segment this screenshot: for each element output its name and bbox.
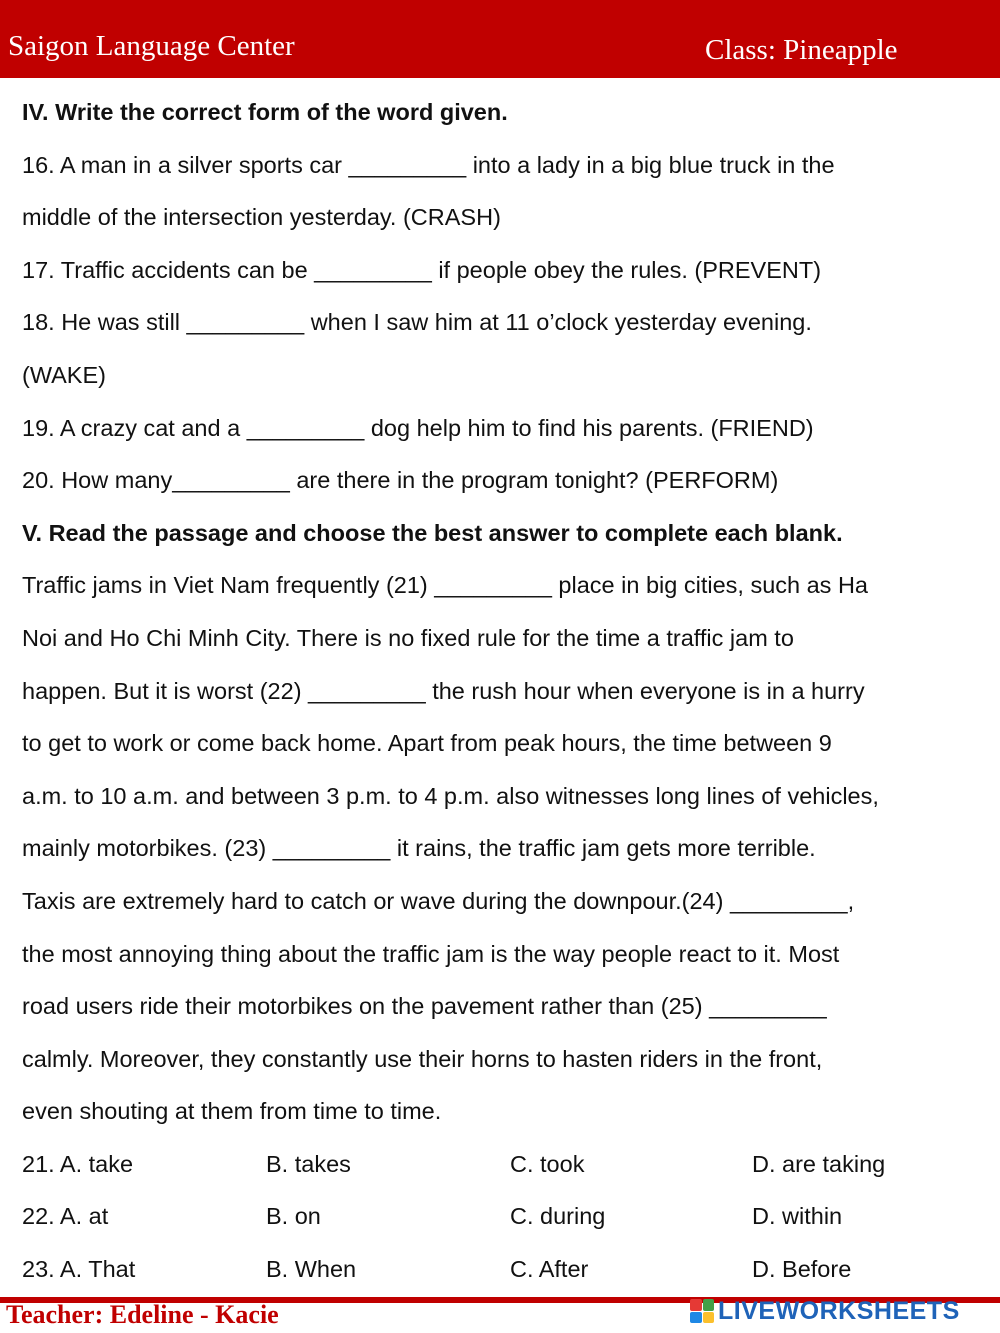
options-row-21 xyxy=(22,1138,994,1191)
question-line: middle of the intersection yesterday. (CRASH) xyxy=(22,204,501,231)
option-c: C. After xyxy=(510,1256,589,1283)
logo-tile xyxy=(703,1299,715,1311)
question-line: (WAKE) xyxy=(22,361,106,388)
passage-line: calmly. Moreover, they constantly use their horns to hasten riders in the front, xyxy=(22,1045,823,1072)
option-a: 21. A. take xyxy=(22,1150,134,1177)
liveworksheets-icon xyxy=(690,1299,714,1323)
passage-line: Traffic jams in Viet Nam frequently (21) _________ place in big cities, such as Ha xyxy=(22,572,868,599)
teacher-name: Teacher: Edeline - Kacie xyxy=(6,1300,279,1329)
passage-line: even shouting at them from time to time. xyxy=(22,1098,442,1125)
question-line: 19. A crazy cat and a _________ dog help him to find his parents. (FRIEND) xyxy=(22,414,814,441)
options-row-22 xyxy=(22,1190,994,1243)
option-d: D. Before xyxy=(752,1256,852,1283)
option-d: D. are taking xyxy=(752,1150,886,1177)
option-c: C. during xyxy=(510,1203,606,1230)
option-b: B. When xyxy=(266,1256,357,1283)
option-b: B. takes xyxy=(266,1150,351,1177)
passage-line: happen. But it is worst (22) _________ the rush hour when everyone is in a hurry xyxy=(22,677,865,704)
passage-line: the most annoying thing about the traffic jam is the way people react to it. Most xyxy=(22,940,840,967)
question-line: 18. He was still _________ when I saw him at 11 o’clock yesterday evening. xyxy=(22,309,812,336)
option-a: 23. A. That xyxy=(22,1256,136,1283)
passage-line: Taxis are extremely hard to catch or wave during the downpour.(24) _________, xyxy=(22,887,855,914)
passage-line: mainly motorbikes. (23) _________ it rains, the traffic jam gets more terrible. xyxy=(22,835,816,862)
section-5-heading: V. Read the passage and choose the best answer to complete each blank. xyxy=(22,519,843,546)
section-4-heading: IV. Write the correct form of the word given. xyxy=(22,99,508,125)
brand-text: LIVEWORKSHEETS xyxy=(718,1296,960,1325)
school-name: Saigon Language Center xyxy=(8,30,295,62)
passage-line: road users ride their motorbikes on the pavement rather than (25) _________ xyxy=(22,993,827,1020)
question-line: 16. A man in a silver sports car _________ into a lady in a big blue truck in the xyxy=(22,151,835,178)
logo-tile xyxy=(690,1299,702,1311)
question-line: 20. How many_________ are there in the program tonight? (PERFORM) xyxy=(22,467,779,494)
logo-tile xyxy=(690,1312,702,1324)
worksheet-body xyxy=(22,86,994,1296)
header-bar xyxy=(0,0,1000,78)
passage-line: to get to work or come back home. Apart from peak hours, the time between 9 xyxy=(22,730,832,757)
passage-line: a.m. to 10 a.m. and between 3 p.m. to 4 p.m. also witnesses long lines of vehicles, xyxy=(22,782,879,809)
option-a: 22. A. at xyxy=(22,1203,109,1230)
liveworksheets-logo[interactable] xyxy=(690,1296,960,1326)
passage-line: Noi and Ho Chi Minh City. There is no fixed rule for the time a traffic jam to xyxy=(22,624,794,651)
class-name: Class: Pineapple xyxy=(705,34,898,66)
option-d: D. within xyxy=(752,1203,843,1230)
options-row-23 xyxy=(22,1243,994,1296)
option-b: B. on xyxy=(266,1203,321,1230)
logo-tile xyxy=(703,1312,715,1324)
question-line: 17. Traffic accidents can be _________ if people obey the rules. (PREVENT) xyxy=(22,256,822,283)
option-c: C. took xyxy=(510,1150,585,1177)
